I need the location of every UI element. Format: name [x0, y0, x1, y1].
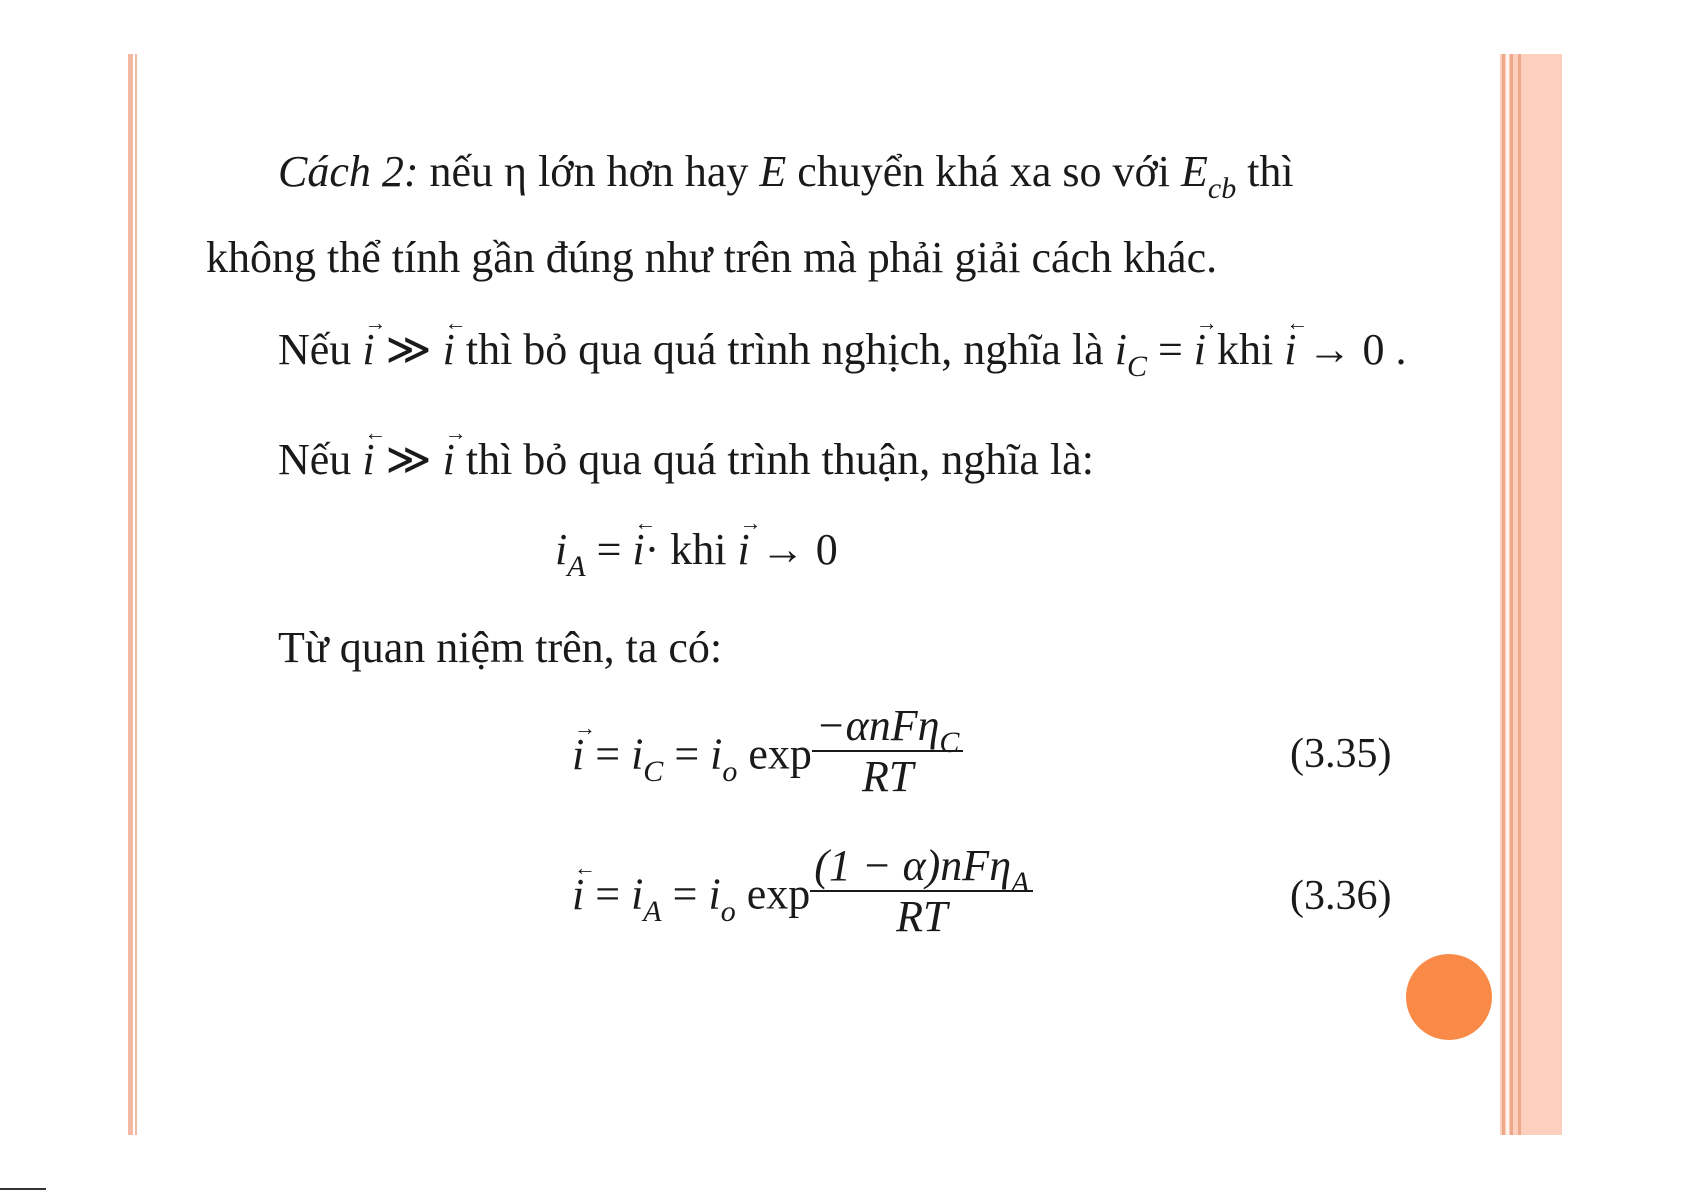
- numerator-text: (1 − α)nFη: [814, 841, 1012, 890]
- symbol-E: E: [759, 147, 787, 196]
- symbol-iC: i: [1114, 325, 1127, 374]
- forward-current-symbol: [442, 420, 467, 484]
- much-greater-symbol: ≫: [374, 435, 443, 484]
- forward-current-symbol: [362, 310, 387, 374]
- symbol-i: i: [1284, 325, 1297, 374]
- arrow-left-icon: ←: [1286, 310, 1309, 335]
- symbol-Ecb-subscript: cb: [1207, 172, 1237, 205]
- paragraph-line-6: Từ quan niệm trên, ta có:: [278, 623, 723, 672]
- exp-function: exp: [737, 729, 812, 779]
- footer-line: [0, 1188, 46, 1190]
- symbol-i: i: [632, 525, 645, 574]
- fraction-denominator: RT: [896, 892, 948, 942]
- symbol-i: i: [737, 525, 750, 574]
- forward-current-symbol: [572, 714, 596, 779]
- dot: ·: [644, 525, 660, 574]
- symbol-i: i: [362, 435, 375, 484]
- text-segment: khi: [659, 525, 738, 574]
- equals-sign: =: [584, 729, 632, 779]
- forward-current-symbol: [737, 510, 762, 574]
- equals-sign: =: [661, 869, 709, 919]
- symbol-i: i: [362, 325, 375, 374]
- symbol-iC: i: [631, 729, 644, 779]
- fraction-numerator: [810, 841, 1033, 899]
- equation-3-35: [572, 701, 963, 809]
- symbol-iC-subscript: C: [1126, 350, 1147, 383]
- numerator-subscript: A: [1011, 866, 1030, 899]
- text-segment: thì bỏ qua quá trình thuận, nghĩa là:: [454, 435, 1094, 484]
- arrow-right-icon: →: [444, 420, 467, 445]
- right-border-line: [1518, 54, 1521, 1135]
- fraction: [810, 842, 1033, 943]
- text-segment: khi: [1206, 325, 1285, 374]
- arrow-left-icon: ←: [634, 510, 657, 535]
- right-border-line: [1502, 54, 1505, 1135]
- arrow-left-icon: ←: [444, 310, 467, 335]
- text-segment: thì bỏ qua quá trình nghịch, nghĩa là: [454, 325, 1115, 374]
- symbol-i: i: [572, 869, 585, 919]
- forward-current-symbol: [1193, 310, 1218, 374]
- equation-number: (3.36): [1290, 873, 1392, 919]
- right-border-gap: [1506, 54, 1509, 1135]
- backward-current-symbol: [362, 420, 387, 484]
- symbol-i0: i: [708, 869, 721, 919]
- numerator-text: −αnFη: [815, 701, 940, 750]
- equals-sign: =: [585, 525, 633, 574]
- orange-circle-decoration: [1406, 954, 1492, 1040]
- equals-sign: =: [584, 869, 632, 919]
- symbol-iA-subscript: A: [567, 550, 586, 583]
- symbol-i0: i: [710, 729, 723, 779]
- symbol-Ecb: E: [1180, 147, 1208, 196]
- equals-sign: =: [1146, 325, 1194, 374]
- backward-current-symbol: [632, 510, 657, 574]
- symbol-i: i: [442, 325, 455, 374]
- symbol-iC-subscript: C: [643, 754, 664, 788]
- backward-current-symbol: [1284, 310, 1309, 374]
- arrow-right-icon: →: [1195, 310, 1218, 335]
- equals-sign: =: [663, 729, 711, 779]
- arrow-right-icon: →: [739, 510, 762, 535]
- text-segment: nếu η lớn hơn hay: [418, 147, 760, 196]
- left-border-bar: [128, 54, 133, 1135]
- symbol-iA-subscript: A: [643, 894, 662, 928]
- equation-number: (3.35): [1290, 731, 1392, 777]
- symbol-i0-subscript: o: [722, 754, 738, 788]
- fraction: [812, 702, 964, 803]
- text-segment: → 0 .: [1296, 325, 1407, 374]
- paragraph-line-3: [278, 310, 1407, 383]
- text-segment: → 0: [749, 525, 838, 574]
- exp-function: exp: [735, 869, 811, 919]
- fraction-numerator: [812, 701, 964, 759]
- symbol-i: i: [572, 729, 585, 779]
- symbol-i0-subscript: o: [720, 894, 736, 928]
- arrow-left-icon: ←: [574, 854, 596, 880]
- paragraph-line-2: không thể tính gần đúng như trên mà phải giải cách khác.: [206, 233, 1218, 282]
- arrow-right-icon: →: [574, 714, 596, 740]
- much-greater-symbol: ≫: [374, 325, 443, 374]
- left-border-line: [135, 54, 137, 1135]
- numerator-subscript: C: [939, 726, 960, 759]
- method-label: Cách 2:: [278, 147, 419, 196]
- symbol-i: i: [1193, 325, 1207, 374]
- symbol-iA: i: [555, 525, 568, 574]
- backward-current-symbol: [442, 310, 467, 374]
- symbol-i: i: [442, 435, 455, 484]
- arrow-left-icon: ←: [364, 420, 387, 445]
- fraction-denominator: RT: [861, 752, 914, 802]
- paragraph-line-4: [278, 420, 1094, 484]
- paragraph-line-5: [555, 510, 838, 583]
- backward-current-symbol: [572, 854, 596, 919]
- text-segment: Nếu: [278, 325, 363, 374]
- text-segment: thì: [1236, 147, 1294, 196]
- right-border-line: [1510, 54, 1513, 1135]
- symbol-iA: i: [631, 869, 644, 919]
- arrow-right-icon: →: [364, 310, 387, 335]
- text-segment: Nếu: [278, 435, 363, 484]
- equation-3-36: [572, 841, 1033, 949]
- paragraph-line-1: [278, 147, 1294, 205]
- text-segment: chuyển khá xa so với: [786, 147, 1181, 196]
